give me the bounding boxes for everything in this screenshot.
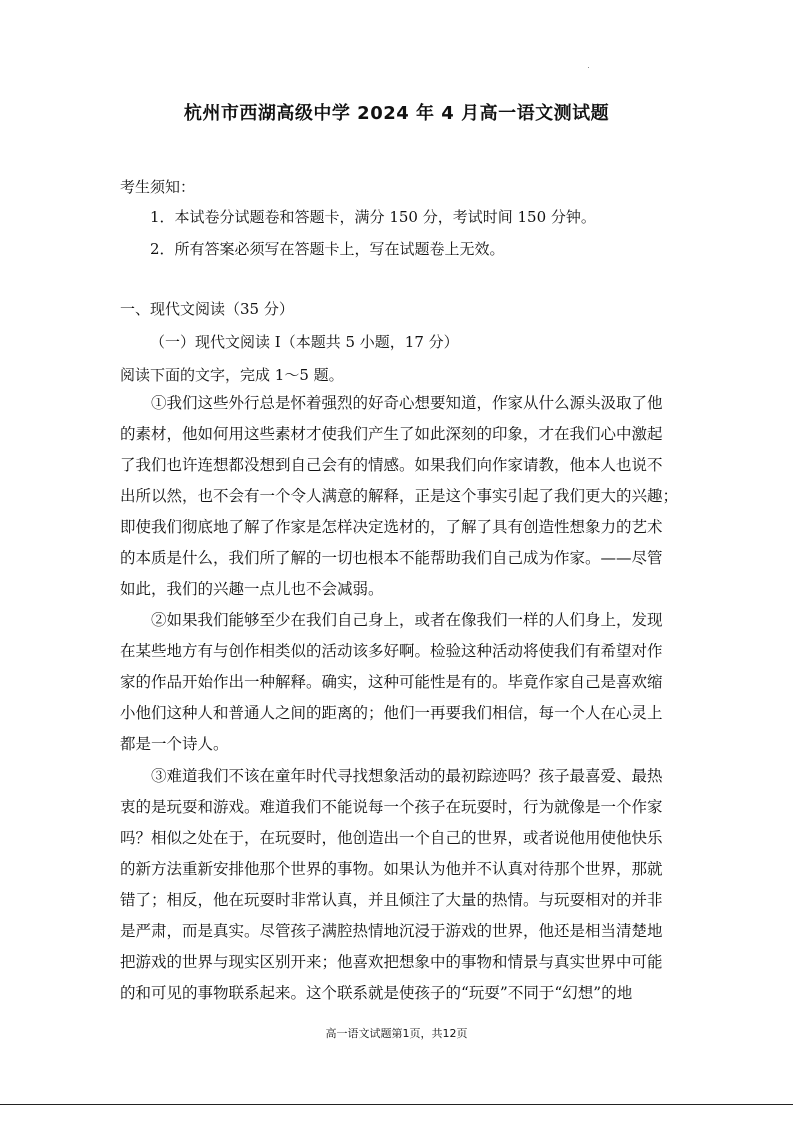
notice-item-2: 2．所有答案必须写在答题卡上，写在试题卷上无效。	[150, 240, 505, 258]
notice-heading: 考生须知：	[120, 178, 196, 196]
paragraph-line: 是严肃，而是真实。尽管孩子满腔热情地沉浸于游戏的世界，他还是相当清楚地	[120, 922, 663, 940]
paragraph-3	[120, 761, 680, 1009]
paragraph-line: 家的作品开始作出一种解释。确实，这种可能性是有的。毕竟作家自己是喜欢缩	[120, 673, 663, 691]
paragraph-line: 衷的是玩耍和游戏。难道我们不能说每一个孩子在玩耍时，行为就像是一个作家	[120, 798, 663, 816]
paragraph-line: 吗？相似之处在于，在玩耍时，他创造出一个自己的世界，或者说他用使他快乐	[120, 829, 663, 847]
paragraph-line: 错了；相反，他在玩耍时非常认真，并且倾注了大量的热情。与玩耍相对的并非	[120, 891, 663, 909]
paragraph-line: 即使我们彻底地了解了作家是怎样决定选材的，了解了具有创造性想象力的艺术	[120, 518, 663, 536]
page-title: 杭州市西湖高级中学 2024 年 4 月高一语文测试题	[183, 103, 610, 124]
paragraph-line: 小他们这种人和普通人之间的距离的；他们一再要我们相信，每一个人在心灵上	[120, 704, 663, 722]
subsection-heading: （一）现代文阅读 I（本题共 5 小题，17 分）	[150, 333, 459, 351]
paragraph-line: ②如果我们能够至少在我们自己身上，或者在像我们一样的人们身上，发现	[151, 611, 663, 629]
paragraph-line: 如此，我们的兴趣一点儿也不会减弱。	[120, 580, 384, 598]
section-heading: 一、现代文阅读（35 分）	[120, 300, 294, 318]
paragraph-line: 把游戏的世界与现实区别开来；他喜欢把想象中的事物和情景与真实世界中可能	[120, 953, 663, 971]
paragraph-line: 了我们也许连想都没想到自己会有的情感。如果我们向作家请教，他本人也说不	[120, 456, 663, 474]
paragraph-line: 的和可见的事物联系起来。这个联系就是使孩子的“玩耍”不同于“幻想”的地	[120, 984, 633, 1002]
scan-speck	[588, 67, 589, 68]
notice-item-1: 1．本试卷分试题卷和答题卡，满分 150 分，考试时间 150 分钟。	[150, 208, 596, 226]
page-footer: 高一语文试题第1页，共12页	[325, 1027, 468, 1040]
paragraph-2	[120, 605, 680, 760]
paragraph-line: 的素材，他如何用这些素材才使我们产生了如此深刻的印象，才在我们心中激起	[120, 425, 663, 443]
reading-instruction: 阅读下面的文字，完成 1～5 题。	[120, 366, 344, 384]
paragraph-line: ③难道我们不该在童年时代寻找想象活动的最初踪迹吗？孩子最喜爱、最热	[151, 767, 663, 785]
paragraph-1	[120, 388, 680, 605]
paragraph-line: 都是一个诗人。	[120, 735, 229, 753]
paragraph-line: 出所以然，也不会有一个令人满意的解释，正是这个事实引起了我们更大的兴趣；	[120, 487, 679, 505]
bottom-rule	[0, 1104, 793, 1105]
paragraph-line: 在某些地方有与创作相类似的活动该多好啊。检验这种活动将使我们有希望对作	[120, 642, 663, 660]
paragraph-line: 的新方法重新安排他那个世界的事物。如果认为他并不认真对待那个世界，那就	[120, 860, 663, 878]
paragraph-line: ①我们这些外行总是怀着强烈的好奇心想要知道，作家从什么源头汲取了他	[151, 394, 663, 412]
paragraph-line: 的本质是什么，我们所了解的一切也根本不能帮助我们自己成为作家。——尽管	[120, 549, 663, 567]
